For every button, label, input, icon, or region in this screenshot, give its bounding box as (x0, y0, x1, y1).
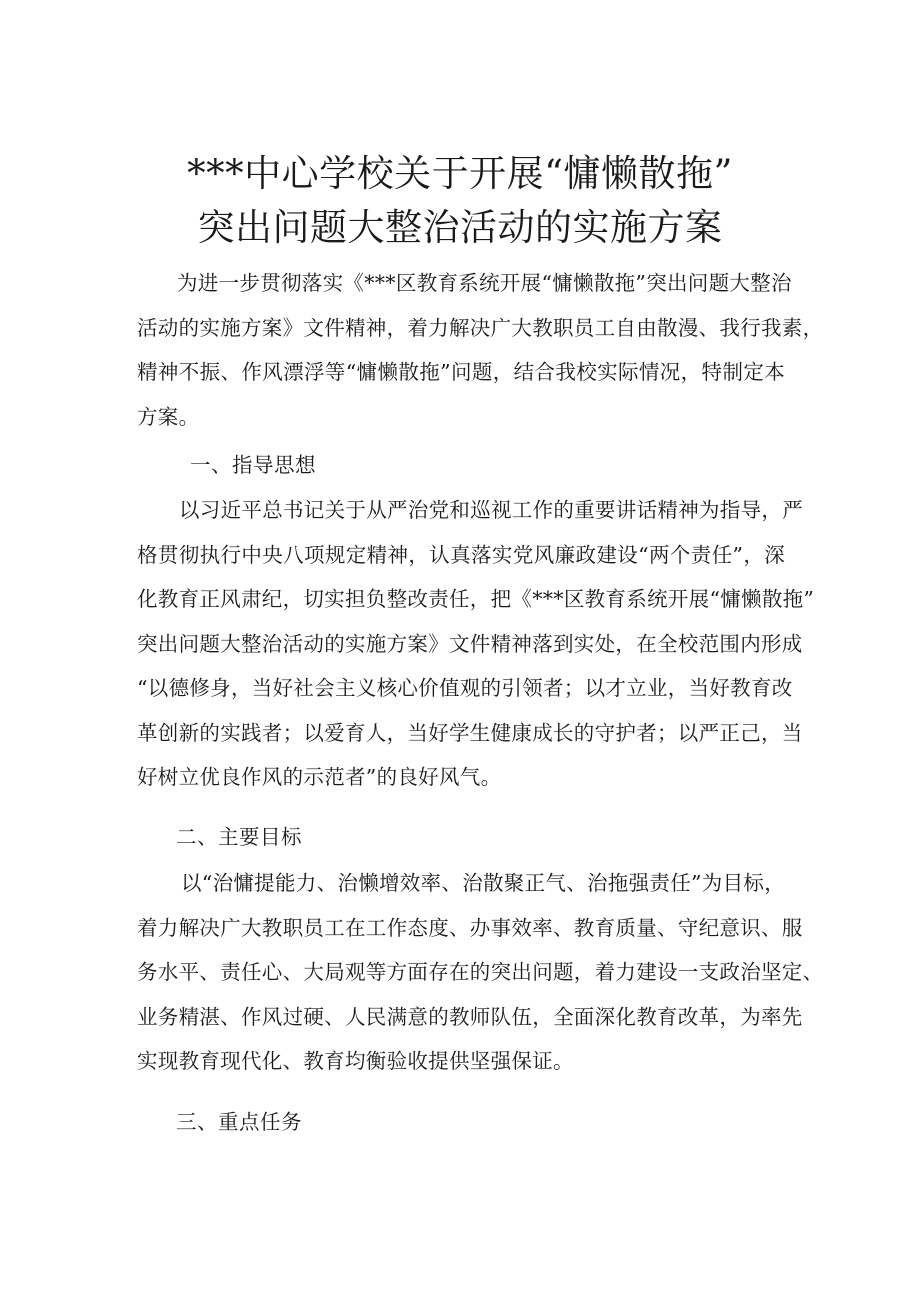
paragraph-line: 革创新的实践者；以爱育人，当好学生健康成长的守护者；以严正己，当 (137, 720, 803, 745)
section2-paragraph (137, 861, 824, 1084)
section1-paragraph (137, 488, 815, 800)
paragraph-line: 方案。 (137, 404, 200, 429)
paragraph-line: 化教育正风肃纪，切实担负整改责任，把《***区教育系统开展“慵懒散拖” (137, 587, 815, 611)
paragraph-line: 精神不振、作风漂浮等“慵懒散拖”问题，结合我校实际情况，特制定本 (137, 360, 785, 384)
paragraph-line: 好树立优良作风的示范者”的良好风气。 (137, 765, 502, 789)
document-title-line-2: 突出问题大整治活动的实施方案 (197, 206, 723, 249)
section-heading-key-tasks: 三、重点任务 (176, 1110, 302, 1134)
paragraph-line: 务水平、责任心、大局观等方面存在的突出问题，着力建设一支政治坚定、 (137, 960, 824, 984)
paragraph-line: “以德修身，当好社会主义核心价值观的引领者；以才立业，当好教育改 (137, 676, 793, 700)
paragraph-line: 业务精湛、作风过硬、人民满意的教师队伍，全面深化教育改革，为率先 (137, 1004, 803, 1029)
paragraph-line: 活动的实施方案》文件精神，着力解决广大教职员工自由散漫、我行我素， (137, 315, 824, 340)
paragraph-line: 着力解决广大教职员工在工作态度、办事效率、教育质量、守纪意识、服 (137, 915, 803, 940)
section-heading-main-goals: 二、主要目标 (176, 825, 302, 849)
paragraph-line: 为进一步贯彻落实《***区教育系统开展“慵懒散拖”突出问题大整治 (177, 271, 792, 295)
document-title-line-1: ***中心学校关于开展“慵懒散拖” (187, 152, 733, 195)
paragraph-line: 以习近平总书记关于从严治党和巡视工作的重要讲话精神为指导，严 (179, 498, 803, 522)
intro-paragraph (137, 261, 824, 439)
paragraph-line: 格贯彻执行中央八项规定精神，认真落实党风廉政建设“两个责任”，深 (137, 542, 785, 567)
section-heading-guiding-thought: 一、指导思想 (190, 453, 316, 477)
paragraph-line: 突出问题大整治活动的实施方案》文件精神落到实处，在全校范围内形成 (137, 631, 803, 656)
paragraph-line: 实现教育现代化、教育均衡验收提供坚强保证。 (137, 1049, 574, 1073)
paragraph-line: 以“治慵提能力、治懒增效率、治散聚正气、治拖强责任”为目标， (181, 871, 785, 895)
